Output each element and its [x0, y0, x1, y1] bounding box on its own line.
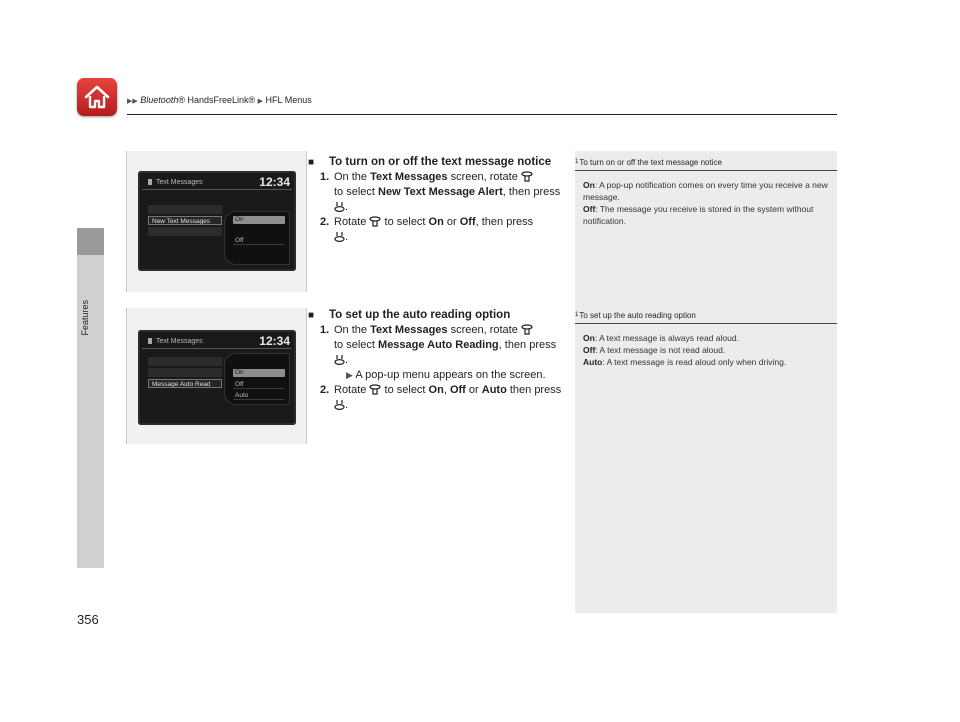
screen-option-on: On	[233, 216, 285, 224]
breadcrumb	[127, 95, 312, 105]
note-body: On: A pop-up notification comes on every time you receive a new message. Off: The message you receive is stored in the system without notification.	[583, 180, 828, 226]
page-number: 356	[77, 612, 99, 627]
section-heading: ■ To turn on or off the text message notice	[308, 156, 552, 168]
screen-menu-item-selected: Message Auto Read	[148, 379, 222, 388]
step-2: 2. Rotate to select On, Off or Auto then press .	[320, 384, 562, 411]
note-title: $^1$To set up the auto reading option	[575, 304, 837, 324]
section-heading: ■ To set up the auto reading option	[308, 309, 511, 321]
screen-menu-item	[148, 368, 222, 377]
breadcrumb-hfl-menus[interactable]: HFL Menus	[265, 95, 312, 105]
screen-menu-item	[148, 357, 222, 366]
screen-option-auto: Auto	[233, 392, 285, 400]
note-marker-icon: 1	[575, 312, 579, 318]
result-arrow-icon: ▶	[346, 370, 353, 380]
breadcrumb-bluetooth[interactable]: Bluetooth	[140, 95, 179, 105]
sidebar-tab-marker	[77, 228, 104, 255]
note-text-message-notice	[575, 151, 837, 227]
breadcrumb-arrow-icon: ▶	[257, 98, 264, 105]
rotate-knob-icon	[521, 171, 533, 182]
rotate-knob-icon	[369, 384, 381, 395]
breadcrumb-arrow-icon: ▶▶	[127, 98, 138, 105]
screen-title: Text Messages	[148, 179, 203, 186]
home-button[interactable]	[77, 78, 117, 116]
press-knob-icon	[334, 231, 345, 242]
screenshot-frame-1	[126, 151, 307, 292]
sidebar-section-label: Features	[80, 300, 90, 336]
screen-clock: 12:34	[259, 175, 290, 189]
screenshot-frame-2	[126, 308, 307, 444]
screen-divider	[142, 348, 292, 349]
display-screen-2	[138, 330, 296, 425]
note-title: $^1$To turn on or off the text message notice	[575, 151, 837, 171]
screen-option-off: Off	[233, 381, 285, 389]
press-knob-icon	[334, 399, 345, 410]
screen-option-on: On	[233, 369, 285, 377]
screen-popup-menu	[224, 211, 290, 265]
rotate-knob-icon	[521, 324, 533, 335]
section-auto-reading	[308, 308, 565, 413]
square-bullet-icon: ■	[308, 310, 315, 321]
screen-popup-menu	[224, 353, 290, 405]
screen-option-off: Off	[233, 237, 285, 245]
display-screen-1	[138, 171, 296, 271]
section-text-message-notice	[308, 155, 565, 245]
screen-menu-item-selected: New Text Messages	[148, 216, 222, 225]
press-knob-icon	[334, 354, 345, 365]
screen-clock: 12:34	[259, 334, 290, 348]
rotate-knob-icon	[369, 216, 381, 227]
screen-menu-item	[148, 205, 222, 214]
header-divider	[127, 114, 837, 115]
home-icon	[83, 83, 111, 111]
screen-title: Text Messages	[148, 338, 203, 345]
press-knob-icon	[334, 201, 345, 212]
note-body: On: A text message is always read aloud. Off: A text message is not read aloud. Auto: A text message is read aloud only when driving.	[583, 333, 787, 367]
step-1: 1. On the Text Messages screen, rotate to select Message Auto Reading, then press . ▶ A pop-up menu appears on the screen.	[320, 323, 565, 383]
screen-menu-item	[148, 227, 222, 236]
breadcrumb-handsfreelink[interactable]: ® HandsFreeLink®	[178, 95, 256, 105]
screen-divider	[142, 189, 292, 190]
step-1: 1. On the Text Messages screen, rotate to select New Text Message Alert, then press .	[320, 171, 561, 213]
note-marker-icon: 1	[575, 159, 579, 165]
note-auto-reading	[575, 304, 837, 368]
square-bullet-icon: ■	[308, 157, 315, 168]
step-2: 2. Rotate to select On or Off, then press .	[320, 216, 534, 243]
step-result: ▶ A pop-up menu appears on the screen.	[346, 369, 546, 381]
